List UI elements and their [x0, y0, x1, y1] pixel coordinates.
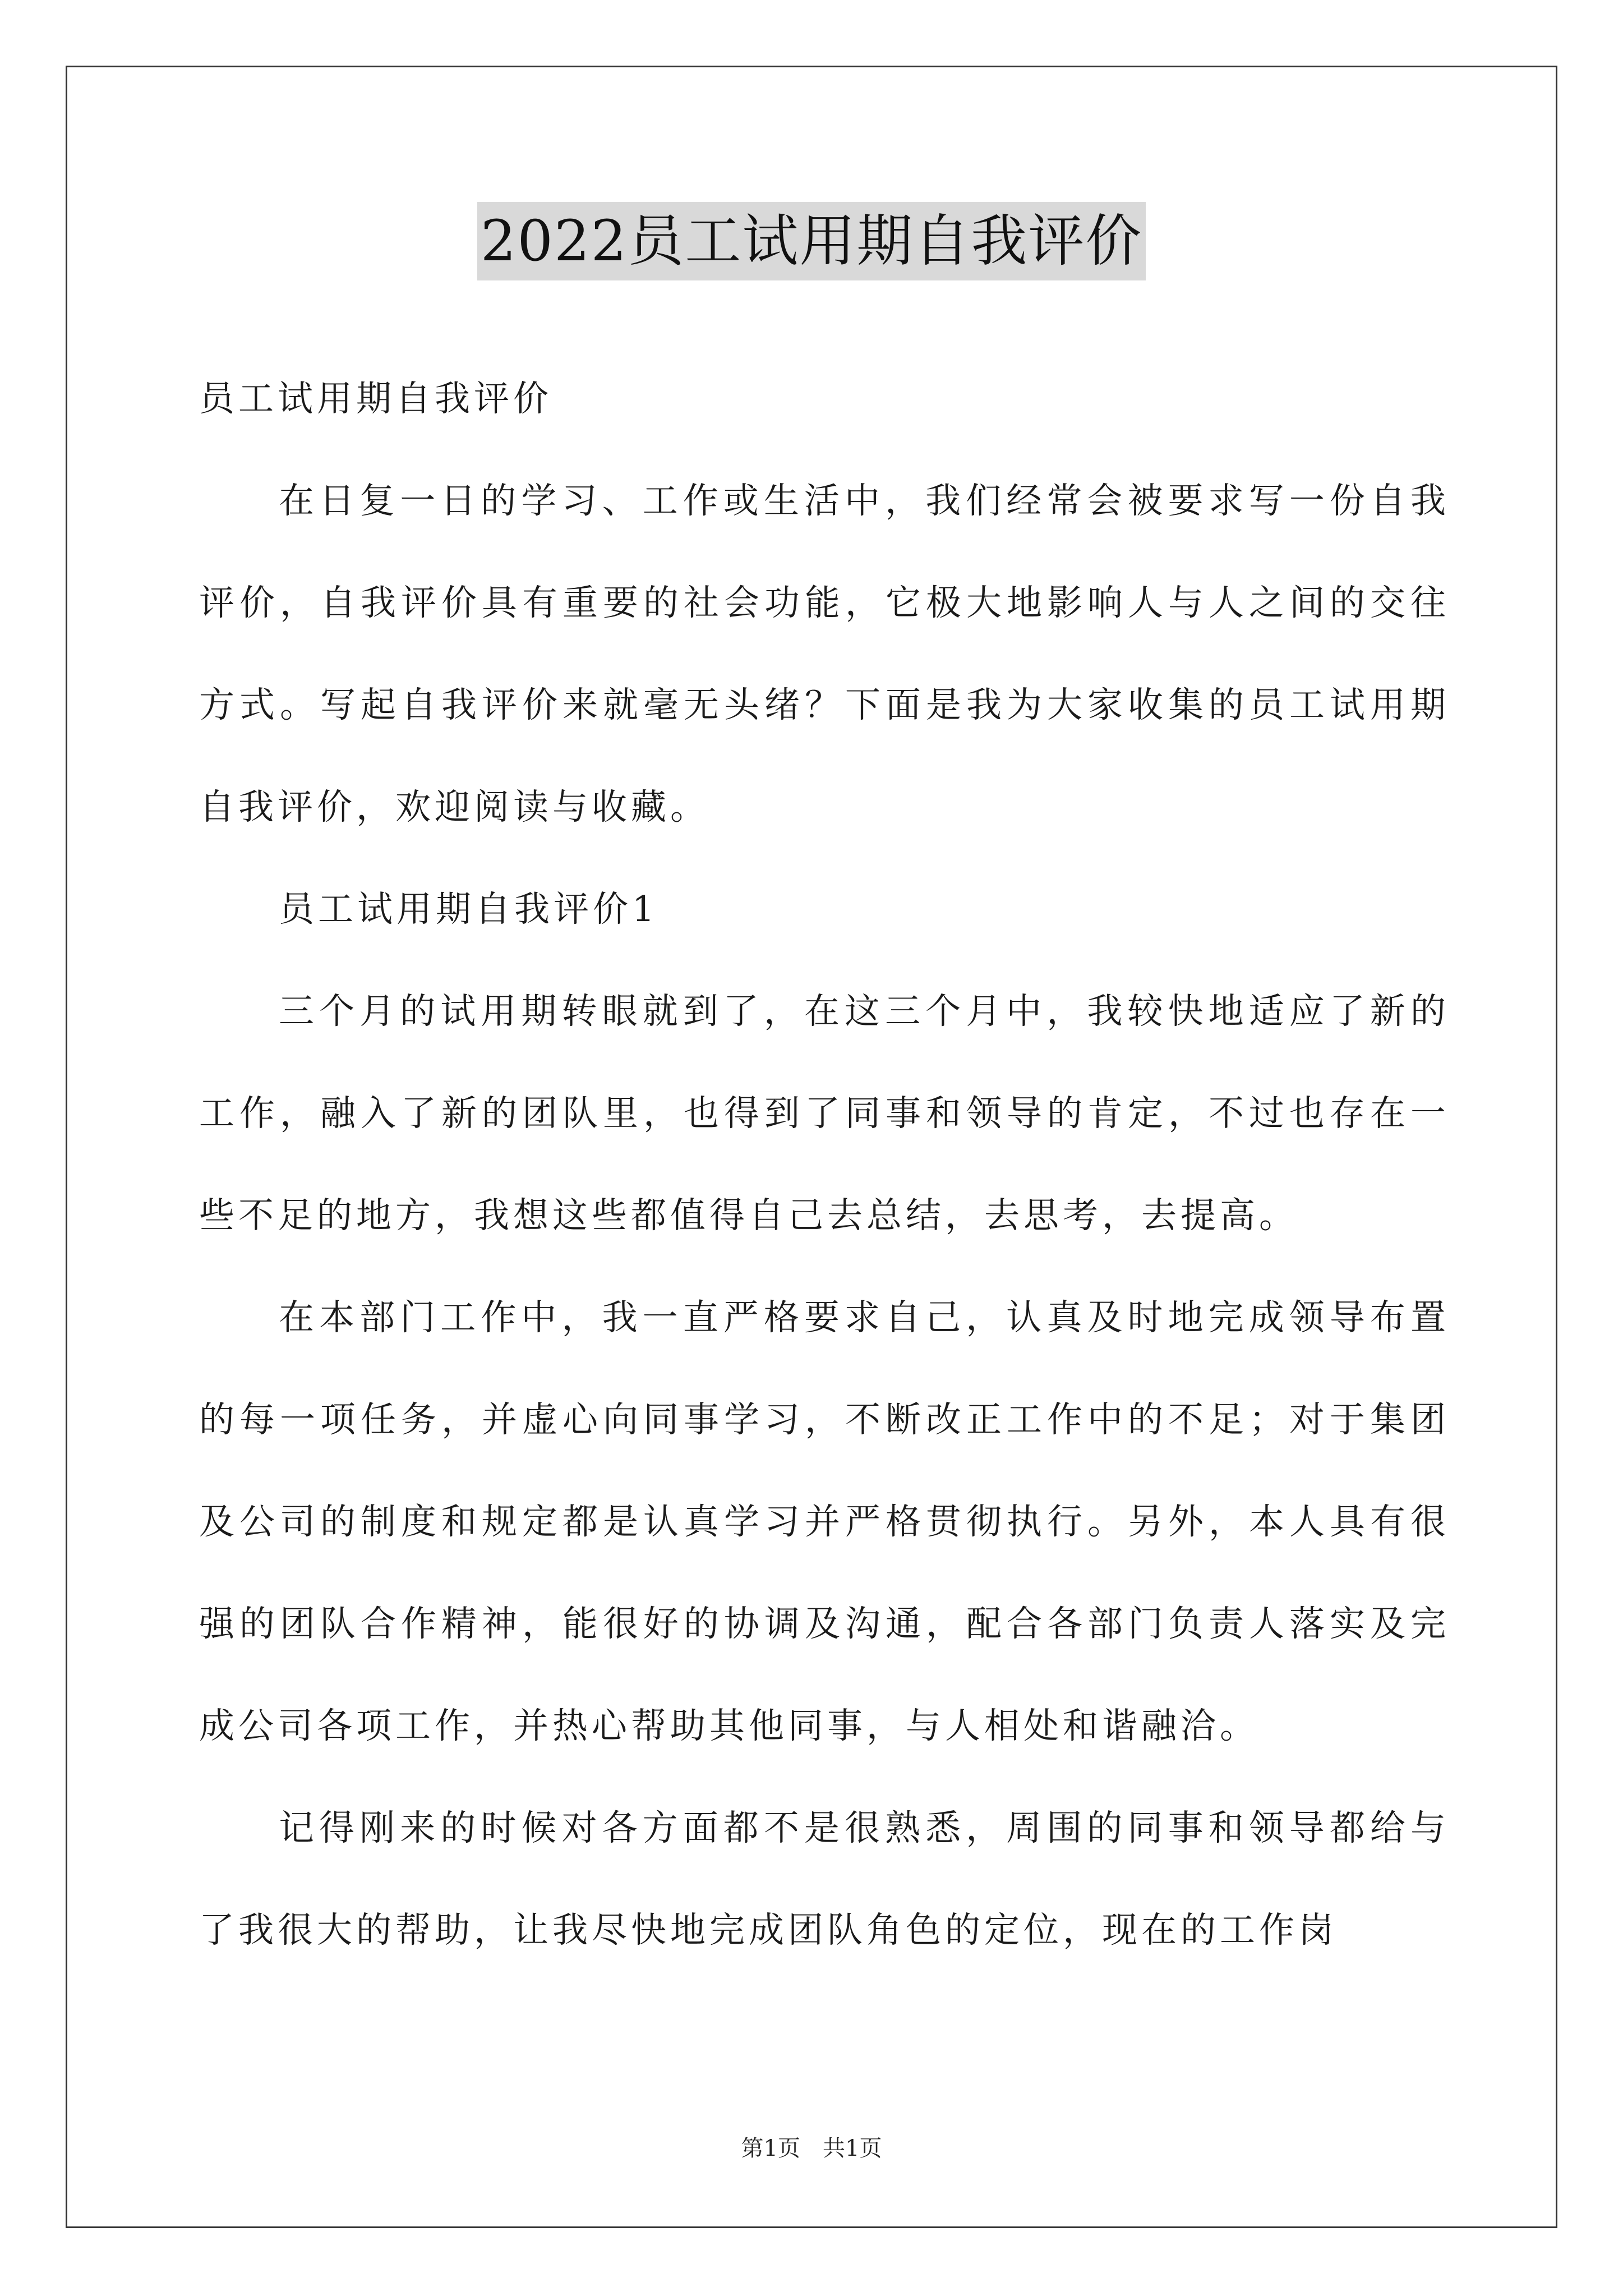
title-container [0, 202, 1623, 280]
paragraph-2: 在本部门工作中，我一直严格要求自己，认真及时地完成领导布置的每一项任务，并虚心向同事学习，不断改正工作中的不足；对于集团及公司的制度和规定都是认真学习并严格贯彻执行。另外，本人具有很强的团队合作精神，能很好的协调及沟通，配合各部门负责人落实及完成公司各项工作，并热心帮助其他同事，与人相处和谐融洽。 [199, 1297, 1450, 1746]
subtitle: 员工试用期自我评价 [199, 378, 552, 419]
paragraph-1: 三个月的试用期转眼就到了，在这三个月中，我较快地适应了新的工作，融入了新的团队里，也得到了同事和领导的肯定，不过也存在一些不足的地方，我想这些都值得自己去总结，去思考，去提高。 [199, 991, 1450, 1236]
section-heading: 员工试用期自我评价1 [279, 889, 659, 930]
page-footer: 第1页 共1页 [741, 2136, 882, 2161]
paragraph-3: 记得刚来的时候对各方面都不是很熟悉，周围的同事和领导都给与了我很大的帮助，让我尽快地完成团队角色的定位，现在的工作岗 [199, 1807, 1450, 1950]
document-title: 2022员工试用期自我评价 [477, 202, 1146, 280]
paragraph-intro: 在日复一日的学习、工作或生活中，我们经常会被要求写一份自我评价，自我评价具有重要的社会功能，它极大地影响人与人之间的交往方式。写起自我评价来就毫无头绪？下面是我为大家收集的员工试用期自我评价，欢迎阅读与收藏。 [199, 480, 1450, 827]
document-body [199, 348, 1450, 1981]
